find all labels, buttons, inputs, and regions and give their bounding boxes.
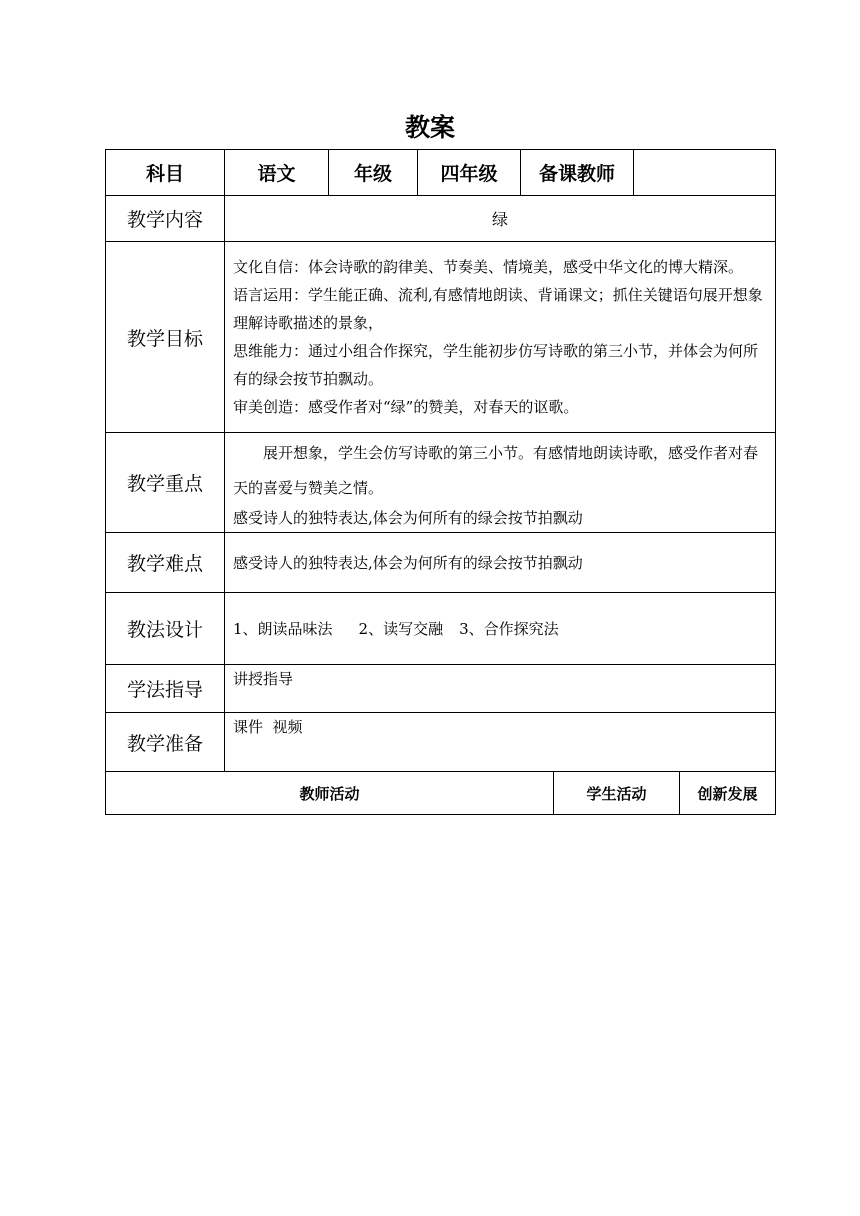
key-points-para2: 感受诗人的独特表达,体会为何所有的绿会按节拍飘动 [233,508,583,527]
methods-list [225,593,776,665]
objective-item: 思维能力：通过小组合作探究，学生能初步仿写诗歌的第三小节，并体会为何所有的绿会按节拍飘动。 [233,342,759,388]
key-points-label: 教学重点 [106,433,225,533]
student-activity-header: 学生活动 [554,772,680,815]
preparation-value: 课件 视频 [225,713,776,772]
activity-header-row [106,772,776,815]
key-points-row [106,433,776,533]
grade-value: 四年级 [418,150,521,196]
objective-item: 语言运用：学生能正确、流利,有感情地朗读、背诵课文；抓住关键语句展开想象理解诗歌描述的景象， [233,286,763,332]
objectives-label: 教学目标 [106,242,225,433]
development-header: 创新发展 [680,772,776,815]
teacher-activity-header: 教师活动 [106,772,554,815]
objective-item: 审美创造：感受作者对“绿”的赞美，对春天的讴歌。 [233,398,579,416]
content-value: 绿 [225,196,776,242]
teacher-label: 备课教师 [521,150,634,196]
objectives-list [225,242,776,433]
objective-item: 文化自信：体会诗歌的韵律美、节奏美、情境美，感受中华文化的博大精深。 [233,258,744,276]
difficulties-row [106,533,776,593]
lesson-plan-table [105,149,776,815]
objectives-row [106,242,776,433]
teacher-value [634,150,776,196]
key-points-para1: 展开想象，学生会仿写诗歌的第三小节。有感情地朗读诗歌，感受作者对春天的喜爱与赞美之情。 [233,443,759,497]
content-label: 教学内容 [106,196,225,242]
method-item: 2、读写交融 [358,619,444,638]
methods-row [106,593,776,665]
method-item: 3、合作探究法 [459,619,559,638]
difficulties-value: 感受诗人的独特表达,体会为何所有的绿会按节拍飘动 [225,533,776,593]
grade-label: 年级 [329,150,418,196]
preparation-row [106,713,776,772]
learning-guide-row [106,665,776,713]
difficulties-label: 教学难点 [106,533,225,593]
preparation-label: 教学准备 [106,713,225,772]
methods-label: 教法设计 [106,593,225,665]
method-item: 1、朗读品味法 [233,619,333,638]
learning-guide-label: 学法指导 [106,665,225,713]
subject-value: 语文 [225,150,329,196]
key-points-content [225,433,776,533]
subject-label: 科目 [106,150,225,196]
page-title: 教案 [404,113,455,142]
content-row [106,196,776,242]
learning-guide-value: 讲授指导 [225,665,776,713]
header-row [106,150,776,196]
